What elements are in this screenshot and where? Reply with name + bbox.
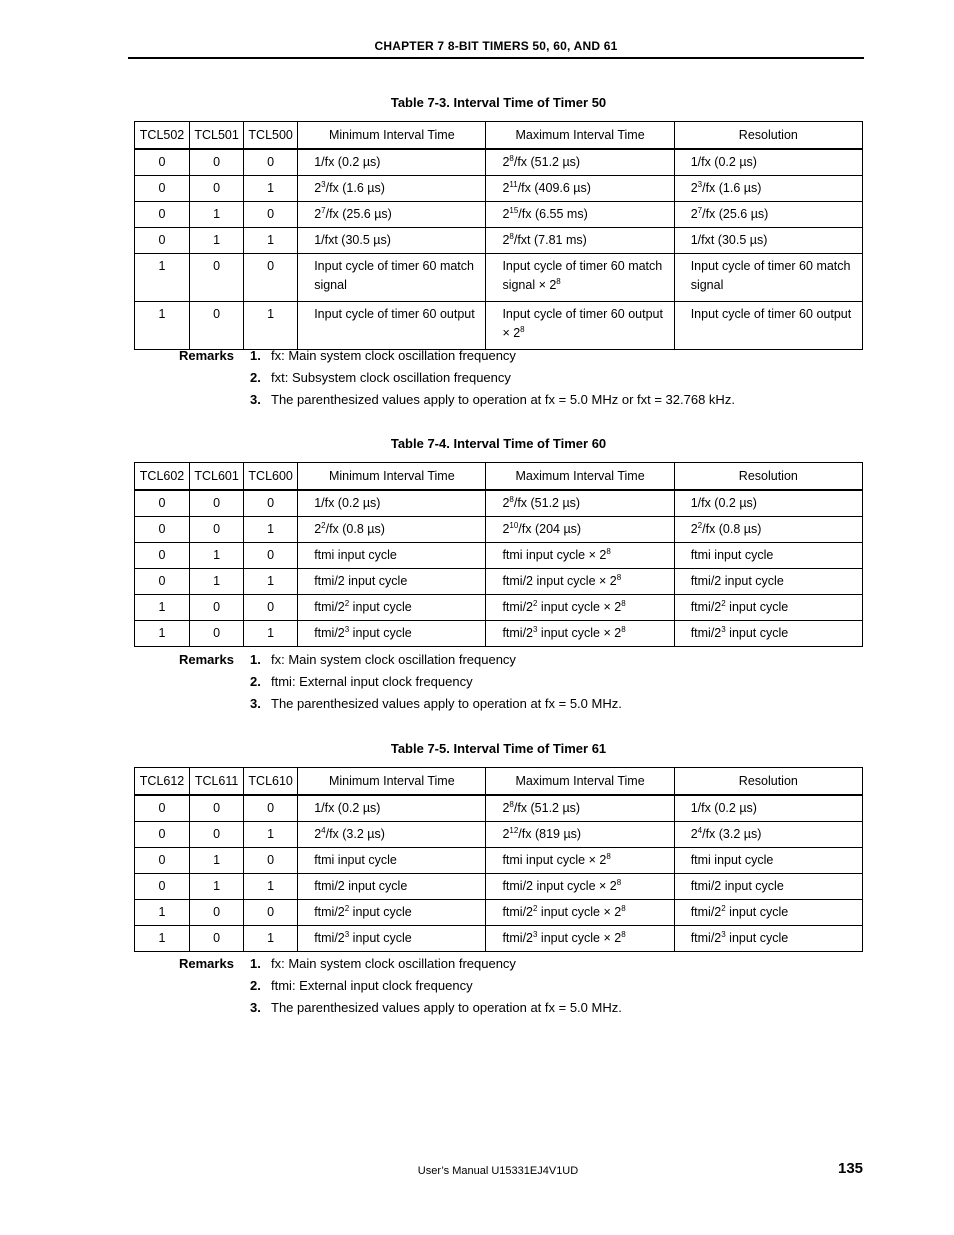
column-header: TCL611 bbox=[190, 768, 244, 796]
remarks-label: Remarks bbox=[179, 652, 234, 667]
remark-text: The parenthesized values apply to operation at fx = 5.0 MHz. bbox=[271, 696, 622, 711]
table-cell: 0 bbox=[135, 228, 190, 254]
table-cell: 0 bbox=[190, 490, 244, 517]
remark-item bbox=[179, 953, 622, 975]
table-cell: $2^4/fx$ (3.2 µs) bbox=[674, 822, 862, 848]
remark-item bbox=[179, 671, 622, 693]
table-cell: 0 bbox=[190, 254, 244, 302]
table-cell: 1/fx (0.2 µs) bbox=[298, 490, 486, 517]
table-cell: 0 bbox=[244, 848, 298, 874]
column-header: Minimum Interval Time bbox=[298, 122, 486, 150]
table-title-timer-50: Table 7-3. Interval Time of Timer 50 bbox=[390, 95, 607, 110]
table-cell: 1 bbox=[135, 621, 190, 647]
table-cell: Input cycle of timer 60 output bbox=[298, 302, 486, 350]
table-cell: ftmi/$2^2$ input cycle bbox=[298, 595, 486, 621]
table-cell: 0 bbox=[190, 926, 244, 952]
table-cell: 1/fx (0.2 µs) bbox=[674, 149, 862, 176]
table-cell: ftmi input cycle bbox=[298, 848, 486, 874]
remark-text: fxt: Subsystem clock oscillation frequency bbox=[271, 370, 511, 385]
table-cell: 1 bbox=[135, 926, 190, 952]
remark-item bbox=[179, 389, 735, 411]
table-cell: $2^2/fx$ (0.8 µs) bbox=[298, 517, 486, 543]
column-header: Minimum Interval Time bbox=[298, 463, 486, 491]
table-cell: 0 bbox=[135, 848, 190, 874]
table-cell: 0 bbox=[190, 176, 244, 202]
remark-number: 3. bbox=[250, 1000, 261, 1015]
table-cell: Input cycle of timer 60 output × $2^8$ bbox=[486, 302, 674, 350]
table-header-row bbox=[135, 768, 863, 796]
page-number: 135 bbox=[838, 1160, 864, 1177]
table-cell: 0 bbox=[244, 795, 298, 822]
remark-text: fx: Main system clock oscillation frequency bbox=[271, 956, 516, 971]
table-cell: 0 bbox=[190, 900, 244, 926]
table-cell: ftmi/$2^3$ input cycle bbox=[674, 621, 862, 647]
remark-text: fx: Main system clock oscillation frequency bbox=[271, 348, 516, 363]
table-cell: 1 bbox=[244, 874, 298, 900]
table-title-timer-60: Table 7-4. Interval Time of Timer 60 bbox=[390, 436, 607, 451]
remark-item bbox=[179, 997, 622, 1019]
table-cell: $2^{15}/fx$ (6.55 ms) bbox=[486, 202, 674, 228]
table-row bbox=[135, 621, 863, 647]
table-cell: 0 bbox=[190, 795, 244, 822]
table-title-timer-61: Table 7-5. Interval Time of Timer 61 bbox=[390, 741, 607, 756]
table-cell: $2^{10}/fx$ (204 µs) bbox=[486, 517, 674, 543]
table-cell: $2^8/fx$ (51.2 µs) bbox=[486, 795, 674, 822]
table-cell: 1 bbox=[244, 517, 298, 543]
table-cell: 0 bbox=[244, 202, 298, 228]
table-cell: 0 bbox=[135, 569, 190, 595]
table-cell: ftmi/$2^2$ input cycle bbox=[674, 595, 862, 621]
remark-item bbox=[179, 345, 735, 367]
table-row bbox=[135, 302, 863, 350]
table-cell: 0 bbox=[244, 595, 298, 621]
table-cell: ftmi input cycle bbox=[674, 848, 862, 874]
table-cell: $2^8/fx$ (51.2 µs) bbox=[486, 490, 674, 517]
table-row bbox=[135, 874, 863, 900]
table-cell: ftmi/$2^3$ input cycle bbox=[298, 926, 486, 952]
remarks-timer-50 bbox=[179, 345, 735, 411]
table-cell: 0 bbox=[190, 517, 244, 543]
table-cell: ftmi/2 input cycle bbox=[298, 569, 486, 595]
column-header: TCL612 bbox=[135, 768, 190, 796]
table-cell: 0 bbox=[190, 822, 244, 848]
table-cell: 0 bbox=[244, 490, 298, 517]
table-cell: 0 bbox=[135, 517, 190, 543]
column-header: Maximum Interval Time bbox=[486, 463, 674, 491]
interval-table-timer-50 bbox=[134, 121, 863, 350]
table-cell: 0 bbox=[244, 254, 298, 302]
table-cell: ftmi/$2^3$ input cycle × $2^8$ bbox=[486, 621, 674, 647]
table-cell: 0 bbox=[244, 149, 298, 176]
table-cell: 1 bbox=[244, 302, 298, 350]
table-cell: 0 bbox=[135, 176, 190, 202]
table-row bbox=[135, 254, 863, 302]
table-row bbox=[135, 822, 863, 848]
column-header: Resolution bbox=[674, 768, 862, 796]
remark-text: The parenthesized values apply to operation at fx = 5.0 MHz or fxt = 32.768 kHz. bbox=[271, 392, 735, 407]
table-cell: 0 bbox=[244, 900, 298, 926]
table-cell: 1 bbox=[244, 822, 298, 848]
table-cell: 1 bbox=[190, 874, 244, 900]
column-header: TCL610 bbox=[244, 768, 298, 796]
table-cell: 1 bbox=[244, 621, 298, 647]
header-rule bbox=[128, 57, 864, 59]
table-row bbox=[135, 595, 863, 621]
remark-number: 2. bbox=[250, 978, 261, 993]
table-cell: Input cycle of timer 60 match signal bbox=[674, 254, 862, 302]
remark-number: 3. bbox=[250, 696, 261, 711]
column-header: TCL601 bbox=[190, 463, 244, 491]
column-header: TCL602 bbox=[135, 463, 190, 491]
table-cell: 0 bbox=[135, 490, 190, 517]
table-cell: 1/fxt (30.5 µs) bbox=[298, 228, 486, 254]
table-cell: ftmi input cycle × $2^8$ bbox=[486, 543, 674, 569]
remark-text: ftmi: External input clock frequency bbox=[271, 674, 473, 689]
table-cell: 1 bbox=[190, 202, 244, 228]
table-cell: ftmi/$2^3$ input cycle bbox=[298, 621, 486, 647]
chapter-header: CHAPTER 7 8-BIT TIMERS 50, 60, AND 61 bbox=[374, 39, 618, 53]
table-cell: 1 bbox=[244, 228, 298, 254]
table-cell: ftmi/$2^2$ input cycle × $2^8$ bbox=[486, 900, 674, 926]
table-cell: $2^7/fx$ (25.6 µs) bbox=[674, 202, 862, 228]
table-cell: 0 bbox=[135, 202, 190, 228]
remark-number: 2. bbox=[250, 674, 261, 689]
table-cell: 0 bbox=[190, 302, 244, 350]
table-cell: 1 bbox=[135, 900, 190, 926]
table-cell: ftmi/$2^2$ input cycle × $2^8$ bbox=[486, 595, 674, 621]
interval-table-timer-60 bbox=[134, 462, 863, 647]
column-header: TCL501 bbox=[190, 122, 244, 150]
remark-item bbox=[179, 649, 622, 671]
remarks-timer-61 bbox=[179, 953, 622, 1019]
remarks-timer-60 bbox=[179, 649, 622, 715]
footer-manual-id: User’s Manual U15331EJ4V1UD bbox=[417, 1165, 579, 1177]
interval-table-timer-61 bbox=[134, 767, 863, 952]
remark-number: 2. bbox=[250, 370, 261, 385]
table-cell: ftmi input cycle bbox=[674, 543, 862, 569]
table-cell: Input cycle of timer 60 match signal bbox=[298, 254, 486, 302]
table-row bbox=[135, 848, 863, 874]
table-cell: 1/fx (0.2 µs) bbox=[674, 490, 862, 517]
column-header: Maximum Interval Time bbox=[486, 768, 674, 796]
table-cell: ftmi/$2^3$ input cycle × $2^8$ bbox=[486, 926, 674, 952]
table-cell: 0 bbox=[190, 595, 244, 621]
table-cell: 0 bbox=[135, 822, 190, 848]
table-cell: 1/fxt (30.5 µs) bbox=[674, 228, 862, 254]
table-header-row bbox=[135, 122, 863, 150]
table-cell: ftmi/2 input cycle bbox=[298, 874, 486, 900]
remark-item bbox=[179, 367, 735, 389]
table-cell: 1 bbox=[135, 302, 190, 350]
table-cell: ftmi/2 input cycle × $2^8$ bbox=[486, 874, 674, 900]
table-cell: $2^{12}/fx$ (819 µs) bbox=[486, 822, 674, 848]
table-cell: ftmi/2 input cycle bbox=[674, 874, 862, 900]
table-cell: $2^{11}/fx$ (409.6 µs) bbox=[486, 176, 674, 202]
remark-number: 1. bbox=[250, 956, 261, 971]
remark-number: 3. bbox=[250, 392, 261, 407]
table-cell: 0 bbox=[135, 795, 190, 822]
remark-number: 1. bbox=[250, 348, 261, 363]
remarks-label: Remarks bbox=[179, 348, 234, 363]
table-row bbox=[135, 176, 863, 202]
table-cell: 0 bbox=[135, 874, 190, 900]
table-row bbox=[135, 569, 863, 595]
table-row bbox=[135, 228, 863, 254]
column-header: TCL600 bbox=[244, 463, 298, 491]
table-cell: 0 bbox=[190, 149, 244, 176]
remark-text: fx: Main system clock oscillation frequency bbox=[271, 652, 516, 667]
table-row bbox=[135, 202, 863, 228]
table-cell: 1/fx (0.2 µs) bbox=[298, 149, 486, 176]
table-cell: 0 bbox=[190, 621, 244, 647]
table-cell: Input cycle of timer 60 match signal × $2^8$ bbox=[486, 254, 674, 302]
table-row bbox=[135, 900, 863, 926]
table-cell: 1 bbox=[135, 595, 190, 621]
table-cell: ftmi/$2^2$ input cycle bbox=[298, 900, 486, 926]
table-cell: ftmi/$2^2$ input cycle bbox=[674, 900, 862, 926]
table-row bbox=[135, 517, 863, 543]
table-cell: 1 bbox=[244, 569, 298, 595]
table-cell: $2^4/fx$ (3.2 µs) bbox=[298, 822, 486, 848]
table-cell: 1/fx (0.2 µs) bbox=[674, 795, 862, 822]
table-cell: ftmi/2 input cycle bbox=[674, 569, 862, 595]
table-cell: 0 bbox=[135, 149, 190, 176]
remark-number: 1. bbox=[250, 652, 261, 667]
column-header: Resolution bbox=[674, 463, 862, 491]
table-header-row bbox=[135, 463, 863, 491]
table-cell: ftmi input cycle × $2^8$ bbox=[486, 848, 674, 874]
table-cell: 1/fx (0.2 µs) bbox=[298, 795, 486, 822]
table-cell: $2^3/fx$ (1.6 µs) bbox=[298, 176, 486, 202]
table-cell: ftmi input cycle bbox=[298, 543, 486, 569]
table-cell: ftmi/$2^3$ input cycle bbox=[674, 926, 862, 952]
table-cell: $2^8$/fxt (7.81 ms) bbox=[486, 228, 674, 254]
table-cell: 1 bbox=[190, 543, 244, 569]
table-cell: ftmi/2 input cycle × $2^8$ bbox=[486, 569, 674, 595]
table-row bbox=[135, 795, 863, 822]
remark-item bbox=[179, 975, 622, 997]
column-header: TCL502 bbox=[135, 122, 190, 150]
column-header: Minimum Interval Time bbox=[298, 768, 486, 796]
remarks-label: Remarks bbox=[179, 956, 234, 971]
table-cell: 1 bbox=[244, 176, 298, 202]
remark-text: ftmi: External input clock frequency bbox=[271, 978, 473, 993]
table-cell: Input cycle of timer 60 output bbox=[674, 302, 862, 350]
table-cell: 1 bbox=[190, 228, 244, 254]
table-cell: 1 bbox=[244, 926, 298, 952]
column-header: Resolution bbox=[674, 122, 862, 150]
table-row bbox=[135, 490, 863, 517]
table-cell: 1 bbox=[190, 848, 244, 874]
column-header: TCL500 bbox=[244, 122, 298, 150]
table-cell: $2^2/fx$ (0.8 µs) bbox=[674, 517, 862, 543]
table-cell: $2^7/fx$ (25.6 µs) bbox=[298, 202, 486, 228]
table-row bbox=[135, 543, 863, 569]
remark-text: The parenthesized values apply to operation at fx = 5.0 MHz. bbox=[271, 1000, 622, 1015]
table-cell: 0 bbox=[244, 543, 298, 569]
table-row bbox=[135, 149, 863, 176]
column-header: Maximum Interval Time bbox=[486, 122, 674, 150]
table-row bbox=[135, 926, 863, 952]
table-cell: $2^8/fx$ (51.2 µs) bbox=[486, 149, 674, 176]
table-cell: $2^3/fx$ (1.6 µs) bbox=[674, 176, 862, 202]
remark-item bbox=[179, 693, 622, 715]
table-cell: 0 bbox=[135, 543, 190, 569]
table-cell: 1 bbox=[190, 569, 244, 595]
table-cell: 1 bbox=[135, 254, 190, 302]
